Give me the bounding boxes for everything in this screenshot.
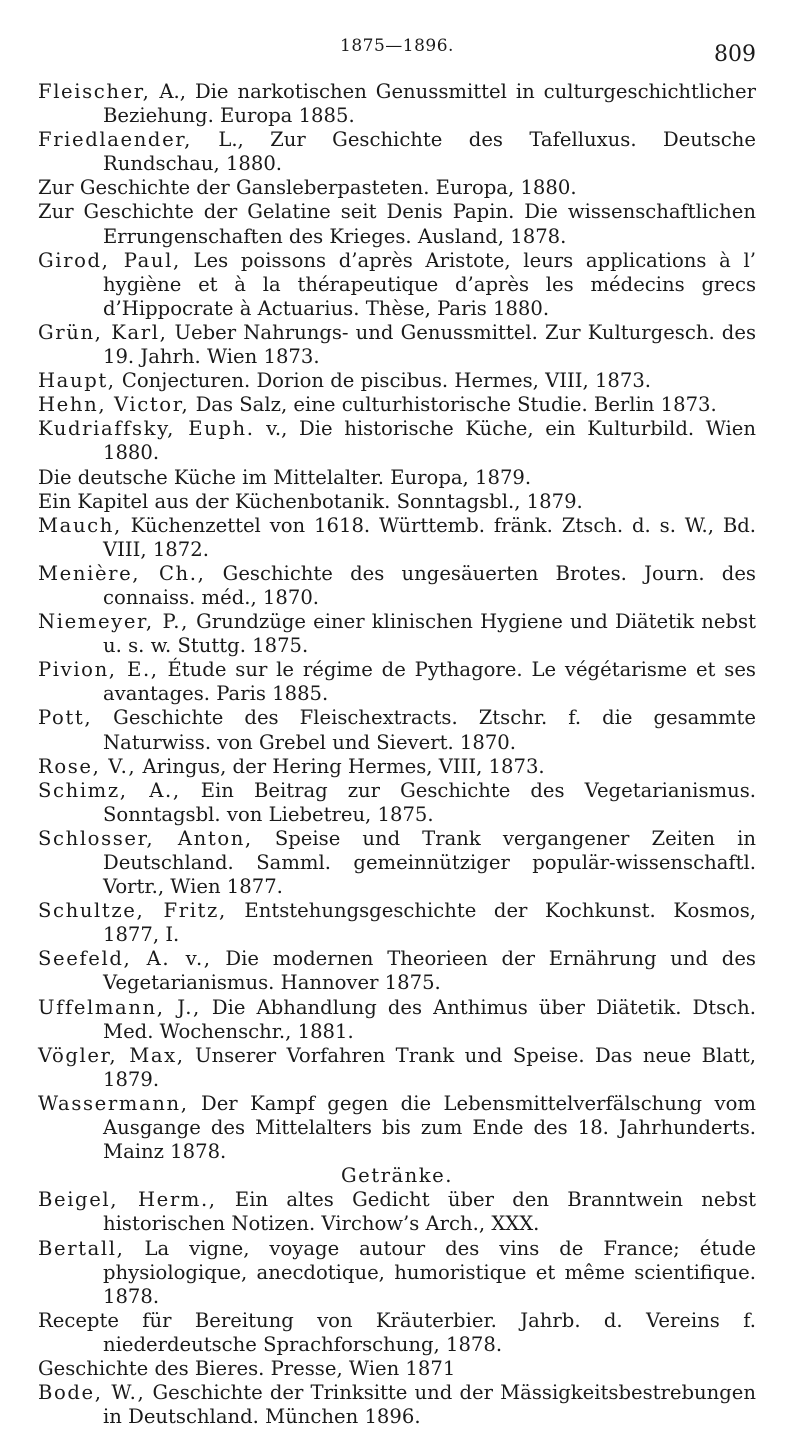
bibliography-entry	[38, 128, 756, 176]
entry-author: Friedlaender,	[38, 128, 192, 152]
entry-author: Uffelmann, J.,	[38, 995, 201, 1019]
entry-text: Speise und Trank vergangener Zeiten in Deutschland. Samml. gemeinnütziger populär-wissenschaftl. Vortr., Wien 1877.	[103, 826, 756, 899]
entry-text: Grundzüge einer klinischen Hygiene und Diätetik nebst u. s. w. Stuttg. 1875.	[103, 610, 756, 658]
bibliography-entry	[38, 249, 756, 321]
bibliography-list-drinks	[38, 1188, 756, 1429]
entry-author: Mauch,	[38, 513, 122, 537]
bibliography	[38, 80, 756, 1429]
entry-text: Geschichte des ungesäuerten Brotes. Journ. des connaiss. méd., 1870.	[103, 561, 756, 609]
bibliography-entry	[38, 947, 756, 995]
entry-text: Ein Beitrag zur Geschichte des Vegetarianismus. Sonntagsbl. von Liebetreu, 1875.	[103, 778, 756, 826]
bibliography-list-main	[38, 80, 756, 1164]
bibliography-entry	[38, 417, 756, 465]
entry-text: Entstehungsgeschichte der Kochkunst. Kosmos, 1877, I.	[103, 899, 757, 947]
bibliography-entry	[38, 514, 756, 562]
bibliography-entry	[38, 1044, 756, 1092]
entry-text: Geschichte der Trinksitte und der Mässigkeitsbestrebungen in Deutschland. München 1896.	[103, 1381, 757, 1429]
entry-text: Ein altes Gedicht über den Branntwein nebst historischen Notizen. Virchow’s Arch., XXX.	[103, 1188, 756, 1236]
entry-text: Der Kampf gegen die Lebensmittelverfälschung vom Ausgange des Mittelalters bis zum Ende des 18. Jahrhunderts. Mainz 1878.	[103, 1091, 756, 1164]
entry-author: Wassermann,	[38, 1091, 189, 1115]
entry-text: A., Die narkotischen Genussmittel in culturgeschichtlicher Beziehung. Europa 1885.	[103, 80, 756, 128]
bibliography-entry	[38, 321, 756, 369]
entry-text: Geschichte des Bieres. Presse, Wien 1871	[38, 1356, 456, 1380]
entry-author: Menière, Ch.,	[38, 561, 206, 585]
entry-text: Aringus, der Hering Hermes, VIII, 1873.	[136, 754, 545, 778]
entry-author: Hehn, Victor,	[38, 393, 190, 417]
entry-text: Zur Geschichte der Gansleberpasteten. Europa, 1880.	[38, 176, 577, 200]
entry-author: Pivion, E.,	[38, 658, 159, 682]
running-head: 1875—1896.	[340, 36, 454, 56]
entry-author: Fleischer,	[38, 80, 151, 103]
entry-author: Schultze, Fritz,	[38, 899, 227, 923]
entry-author: Grün, Karl,	[38, 320, 168, 344]
bibliography-entry	[38, 176, 756, 200]
entry-text: Die deutsche Küche im Mittelalter. Europa, 1879.	[38, 465, 532, 489]
entry-author: Vögler, Max,	[38, 1043, 185, 1067]
entry-text: Ueber Nahrungs- und Genussmittel. Zur Kulturgesch. des 19. Jahrh. Wien 1873.	[103, 320, 756, 369]
entry-text: Unserer Vorfahren Trank und Speise. Das neue Blatt, 1879.	[103, 1043, 756, 1091]
entry-text: v., Die historische Küche, ein Kulturbild. Wien 1880.	[103, 417, 756, 465]
bibliography-entry	[38, 490, 756, 514]
entry-author: Bode, W.,	[38, 1381, 146, 1405]
entry-author: Niemeyer, P.,	[38, 610, 189, 634]
bibliography-entry	[38, 200, 756, 248]
entry-author: Haupt,	[38, 369, 116, 393]
page-number: 809	[714, 42, 756, 67]
bibliography-entry	[38, 706, 756, 754]
entry-text: La vigne, voyage autour des vins de France; étude physiologique, anecdotique, humoristique et même scientifique. 1878.	[103, 1236, 756, 1308]
entry-author: Bertall,	[38, 1236, 125, 1260]
bibliography-entry	[38, 827, 756, 899]
bibliography-entry	[38, 755, 756, 779]
bibliography-entry	[38, 1237, 756, 1309]
entry-text: Ein Kapitel aus der Küchenbotanik. Sonntagsbl., 1879.	[38, 489, 583, 513]
section-title: Getränke.	[341, 1164, 453, 1188]
bibliography-entry	[38, 80, 756, 128]
entry-author: Schimz, A.,	[38, 778, 181, 802]
entry-text: Conjecturen. Dorion de piscibus. Hermes, VIII, 1873.	[115, 369, 652, 393]
entry-text: Les poissons d’après Aristote, leurs applications à l’ hygiène et à la thérapeutique d’après les médecins grecs d’Hippocrate à Actuarius. Thèse, Paris 1880.	[103, 248, 756, 320]
bibliography-entry	[38, 1381, 756, 1429]
bibliography-entry	[38, 393, 756, 417]
entry-text: Die Abhandlung des Anthimus über Diätetik. Dtsch. Med. Wochenschr., 1881.	[103, 995, 756, 1043]
entry-text: Étude sur le régime de Pythagore. Le végétarisme et ses avantages. Paris 1885.	[103, 658, 756, 706]
bibliography-entry	[38, 1309, 756, 1357]
page-header	[38, 36, 756, 80]
entry-text: Küchenzettel von 1618. Württemb. fränk. Ztsch. d. s. W., Bd. VIII, 1872.	[103, 513, 756, 561]
entry-text: Zur Geschichte der Gelatine seit Denis Papin. Die wissenschaftlichen Errungenschaften des Krieges. Ausland, 1878.	[38, 200, 756, 248]
entry-text: Die modernen Theorieen der Ernährung und des Vegetarianismus. Hannover 1875.	[103, 947, 756, 995]
bibliography-entry	[38, 610, 756, 658]
bibliography-entry	[38, 369, 756, 393]
entry-author: Rose, V.,	[38, 754, 137, 778]
bibliography-entry	[38, 562, 756, 610]
bibliography-entry	[38, 779, 756, 827]
entry-author: Seefeld, A. v.,	[38, 947, 212, 971]
entry-author: Pott,	[38, 706, 93, 730]
entry-author: Schlosser, Anton,	[38, 826, 253, 850]
entry-author: Girod, Paul,	[38, 248, 181, 272]
entry-author: Beigel, Herm.,	[38, 1188, 217, 1212]
bibliography-entry	[38, 1092, 756, 1164]
bibliography-entry	[38, 1188, 756, 1236]
bibliography-entry	[38, 466, 756, 490]
entry-text: Das Salz, eine culturhistorische Studie. Berlin 1873.	[189, 393, 717, 417]
bibliography-entry	[38, 658, 756, 706]
entry-text: L., Zur Geschichte des Tafelluxus. Deutsche Rundschau, 1880.	[103, 128, 756, 176]
entry-text: Geschichte des Fleischextracts. Ztschr. f. die gesammte Naturwiss. von Grebel und Sievert. 1870.	[92, 706, 756, 754]
bibliography-entry	[38, 899, 756, 947]
entry-text: Recepte für Bereitung von Kräuterbier. Jahrb. d. Vereins f. niederdeutsche Sprachforschung, 1878.	[38, 1308, 756, 1356]
entry-author: Kudriaffsky, Euph.	[38, 417, 255, 441]
bibliography-entry	[38, 996, 756, 1044]
